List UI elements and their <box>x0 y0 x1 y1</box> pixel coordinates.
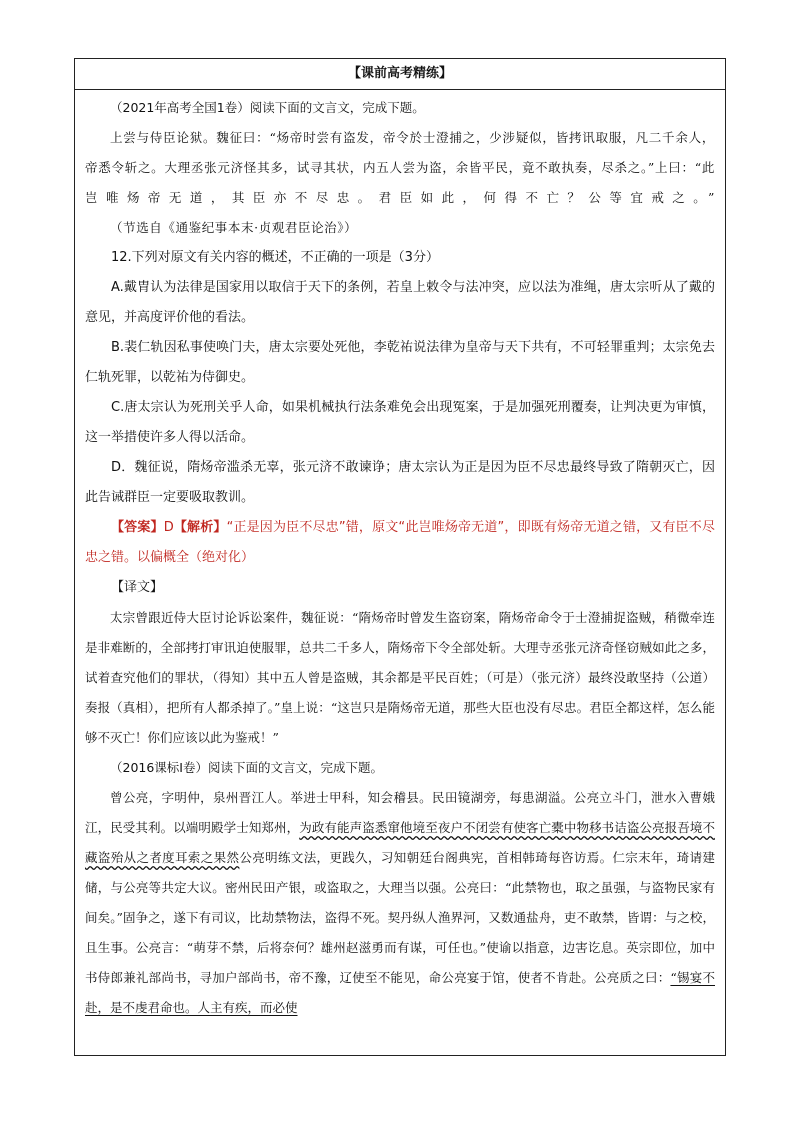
q1-passage <box>85 123 715 243</box>
content <box>85 93 715 1023</box>
q2-intro: （2016课标Ⅰ卷）阅读下面的文言文，完成下题。 <box>110 760 383 775</box>
option-c: C.唐太宗认为死刑关乎人命，如果机械执行法条难免会出现冤案，于是加强死刑覆奏，让判决更为审慎，这一举措使许多人得以活命。 <box>85 400 715 445</box>
q2-passage-end: “锡宴不赴，是不虔君命也。人主有疾，而必使 <box>85 970 715 1015</box>
q2-passage-start: 曾公亮，字明仲，泉州晋江人。举进士甲科，知会稽县。民田镜湖旁，每患湖溢。公亮立斗门，泄水入曹娥江，民受其利。以端明殿学士知郑州， <box>85 790 715 835</box>
document-frame <box>74 58 726 1056</box>
answer-block <box>85 513 715 573</box>
q1-source: （节选自《通鉴纪事本末·贞观君臣论治》） <box>110 220 358 235</box>
option-b: B.裴仁轨因私事使唤门夫，唐太宗要处死他，李乾祐说法律为皇帝与天下共有，不可轻罪重判；太宗免去仁轨死罪，以乾祐为侍御史。 <box>85 340 715 385</box>
q1-intro: （2021年高考全国1卷）阅读下面的文言文，完成下题。 <box>110 100 425 115</box>
q2-passage <box>85 783 715 1023</box>
option-a: A.戴胄认为法律是国家用以取信于天下的条例，若皇上敕令与法冲突，应以法为准绳，唐太宗听从了戴的意见，并高度评价他的看法。 <box>85 280 715 325</box>
q1-question: 12.下列对原文有关内容的概述，不正确的一项是（3分） <box>111 250 439 265</box>
q2-passage-middle: 公亮明练文法，更践久，习知朝廷台阁典宪，首相韩琦每咨访焉。仁宗末年，琦请建储，与公亮等共定大议。密州民田产银，或盗取之，大理当以强。公亮曰：“此禁物也，取之虽强，与盗物民家有间矣。”固争之，遂下有司议，比劫禁物法，盗得不死。契丹纵人渔界河，又数通盐舟，吏不敢禁，皆谓：与之校，且生事。公亮言：“萌芽不禁，后将奈何？雄州赵滋勇而有谋，可任也。”使谕以指意，边害讫息。英宗即位，加中书侍郎兼礼部尚书，寻加户部尚书，帝不豫，辽使至不能见，命公亮宴于馆，使者不肯赴。公亮质之曰： <box>85 850 715 985</box>
translation-label: 【译文】 <box>111 580 164 595</box>
analysis-label: 【解析】 <box>173 520 227 535</box>
q2-passage-underlined: 为政有能声盗悉窜他境至夜户不闭尝有使客亡橐中物移书诘盗公亮报吾境不藏盗殆从之者度耳索之果然 <box>85 820 715 865</box>
answer-label: 【答案】 <box>111 520 164 535</box>
answer-value: D <box>163 520 174 535</box>
analysis-text: “正是因为臣不尽忠”错，原文“此岂唯炀帝无道”，即既有炀帝无道之错，又有臣不尽忠之错。以偏概全（绝对化） <box>85 520 715 565</box>
option-d: D．魏征说，隋炀帝滥杀无辜，张元济不敢谏诤；唐太宗认为正是因为臣不尽忠最终导致了隋朝灭亡，因此告诫群臣一定要吸取教训。 <box>85 460 715 505</box>
section-title: 【课前高考精练】 <box>75 59 725 90</box>
translation-text: 太宗曾跟近侍大臣讨论诉讼案件，魏征说：“隋炀帝时曾发生盗窃案，隋炀帝命令于士澄捕捉盗贼，稍微牵连是非难断的，全部拷打审讯迫使服罪，总共二千多人，隋炀帝下令全部处斩。大理寺丞张元济奇怪窃贼如此之多，试着查究他们的罪状，（得知）其中五人曾是盗贼，其余都是平民百姓；（可是）（张元济）最终没敢坚持（公道）奏报（真相），把所有人都杀掉了。”皇上说：“这岂只是隋炀帝无道，那些大臣也没有尽忠。君臣全都这样，怎么能够不灭亡！你们应该以此为鉴戒！” <box>85 610 715 745</box>
q1-passage-text: 上尝与侍臣论狱。魏征曰：“炀帝时尝有盗发，帝令於士澄捕之，少涉疑似，皆拷讯取服，凡二千余人，帝悉令斩之。大理丞张元济怪其多，试寻其状，内五人尝为盗，余皆平民，竟不敢执奏，尽杀之。”上曰：“此岂唯炀帝无道，其臣亦不尽忠。君臣如此，何得不亡？公等宜戒之。” <box>85 130 715 205</box>
